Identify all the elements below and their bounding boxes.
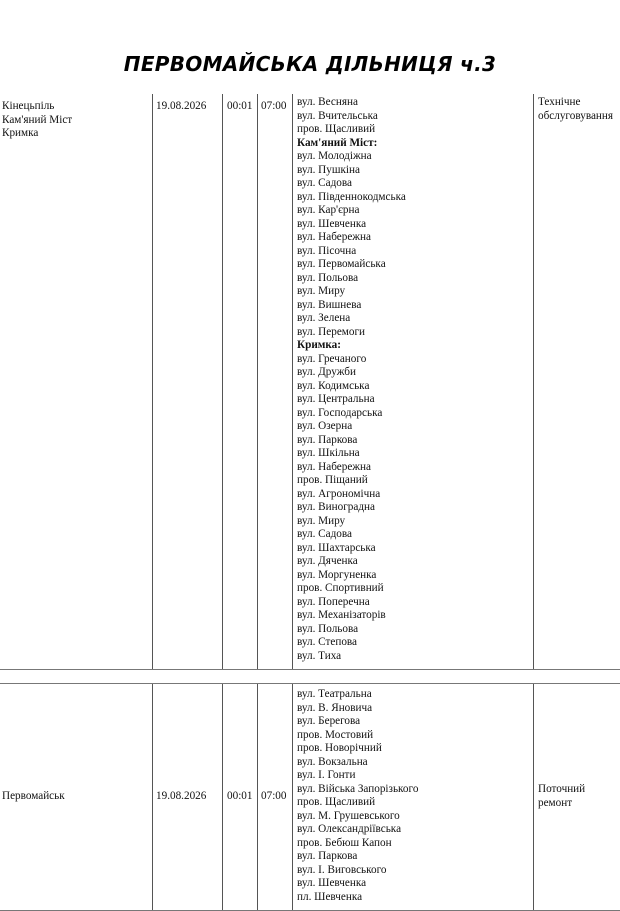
street-item: вул. Польова (297, 271, 359, 284)
reason-cell (538, 783, 585, 810)
street-item: пров. Щасливий (297, 123, 376, 135)
column-divider (292, 94, 293, 669)
column-divider (222, 94, 223, 669)
streets-cell (297, 96, 406, 663)
street-item: вул. Олександріївська (297, 823, 402, 835)
street-item: вул. Первомайська (297, 258, 386, 270)
street-item: вул. Польова (297, 622, 359, 635)
street-item: вул. Шахтарська (297, 541, 376, 554)
column-divider (222, 684, 223, 910)
street-item: вул. Весняна (297, 96, 358, 108)
street-item: пров. Щасливий (297, 796, 376, 808)
street-item: вул. Шкільна (297, 447, 360, 459)
street-item: вул. Поперечна (297, 595, 370, 608)
street-item: вул. Молодіжна (297, 150, 372, 162)
street-item: вул. Виноградна (297, 501, 376, 513)
street-item: вул. Центральна (297, 393, 375, 405)
street-item: вул. Паркова (297, 850, 358, 862)
page-title: ПЕРВОМАЙСЬКА ДІЛЬНИЦЯ ч.3 (123, 52, 497, 76)
street-item: вул. Шевченка (297, 877, 367, 889)
street-item: пров. Піщаний (297, 474, 368, 486)
street-item: вул. В. Яновича (297, 701, 373, 714)
street-item: вул. Садова (297, 528, 352, 540)
schedule-row (0, 94, 620, 670)
time-end-cell: 07:00 (261, 100, 287, 112)
street-item: вул. Озерна (297, 420, 353, 432)
street-item: вул. Садова (297, 177, 352, 189)
street-item: пров. Мостовий (297, 728, 374, 741)
column-divider (292, 684, 293, 910)
column-divider (533, 684, 534, 910)
street-item: вул. Вишнева (297, 298, 362, 311)
street-item: вул. І. Гонти (297, 769, 356, 781)
street-item: вул. Тиха (297, 649, 342, 662)
street-item: вул. Пісочна (297, 244, 357, 257)
street-item: вул. Набережна (297, 231, 371, 243)
street-item: вул. Гречаного (297, 352, 367, 365)
time-start-cell: 00:01 (227, 100, 253, 112)
street-item: вул. Вчительська (297, 109, 378, 122)
street-item: вул. Театральна (297, 688, 372, 700)
street-item: вул. Зелена (297, 312, 351, 324)
reason-cell (538, 96, 613, 123)
reason-line: ремонт (538, 796, 573, 809)
street-item: вул. Механізаторів (297, 609, 386, 621)
street-item: вул. Моргуненка (297, 568, 377, 581)
date-cell: 19.08.2026 (156, 100, 207, 112)
street-item: вул. Паркова (297, 433, 358, 446)
street-item: вул. Дяченка (297, 555, 358, 567)
street-item: вул. Берегова (297, 715, 361, 727)
schedule-row (0, 683, 620, 911)
street-item: пров. Спортивний (297, 582, 384, 594)
street-item: вул. Набережна (297, 460, 371, 473)
street-item: вул. Кар'єрна (297, 204, 360, 216)
street-item: вул. Миру (297, 514, 346, 527)
street-item: пров. Новорічний (297, 742, 382, 754)
reason-line: Технічне (538, 96, 581, 108)
settlement-heading: Кам'яний Міст: (297, 136, 378, 149)
date-cell: 19.08.2026 (156, 790, 207, 802)
street-item: вул. Пушкіна (297, 163, 360, 176)
street-item: вул. Кодимська (297, 379, 370, 392)
settlement-name: Кінецьпіль (2, 100, 55, 112)
street-item: вул. Миру (297, 285, 346, 297)
column-divider (152, 94, 153, 669)
column-divider (152, 684, 153, 910)
street-item: пл. Шевченка (297, 890, 363, 903)
settlements-cell (2, 100, 72, 141)
street-item: пров. Бебюш Капон (297, 836, 392, 849)
settlement-name: Кам'яний Міст (2, 113, 73, 126)
street-item: вул. Вокзальна (297, 755, 368, 768)
street-item: вул. Агрономічна (297, 487, 381, 500)
street-item: вул. Господарська (297, 406, 383, 419)
street-item: вул. Степова (297, 636, 358, 648)
time-start-cell: 00:01 (227, 790, 253, 802)
column-divider (533, 94, 534, 669)
settlement-name: Кримка (2, 127, 39, 139)
column-divider (257, 94, 258, 669)
street-item: вул. І. Виговського (297, 863, 387, 876)
settlement-name: Первомайськ (2, 790, 65, 802)
reason-line: обслуговування (538, 109, 614, 122)
street-item: вул. Перемоги (297, 325, 366, 338)
street-item: вул. Війська Запорізького (297, 782, 419, 795)
street-item: вул. Південнокодмська (297, 190, 406, 203)
streets-cell (297, 688, 418, 904)
settlements-cell (2, 790, 65, 804)
street-item: вул. Дружби (297, 366, 356, 378)
time-end-cell: 07:00 (261, 790, 287, 802)
column-divider (257, 684, 258, 910)
settlement-heading: Кримка: (297, 339, 341, 351)
reason-line: Поточний (538, 783, 586, 795)
street-item: вул. Шевченка (297, 217, 367, 230)
street-item: вул. М. Грушевського (297, 809, 400, 822)
